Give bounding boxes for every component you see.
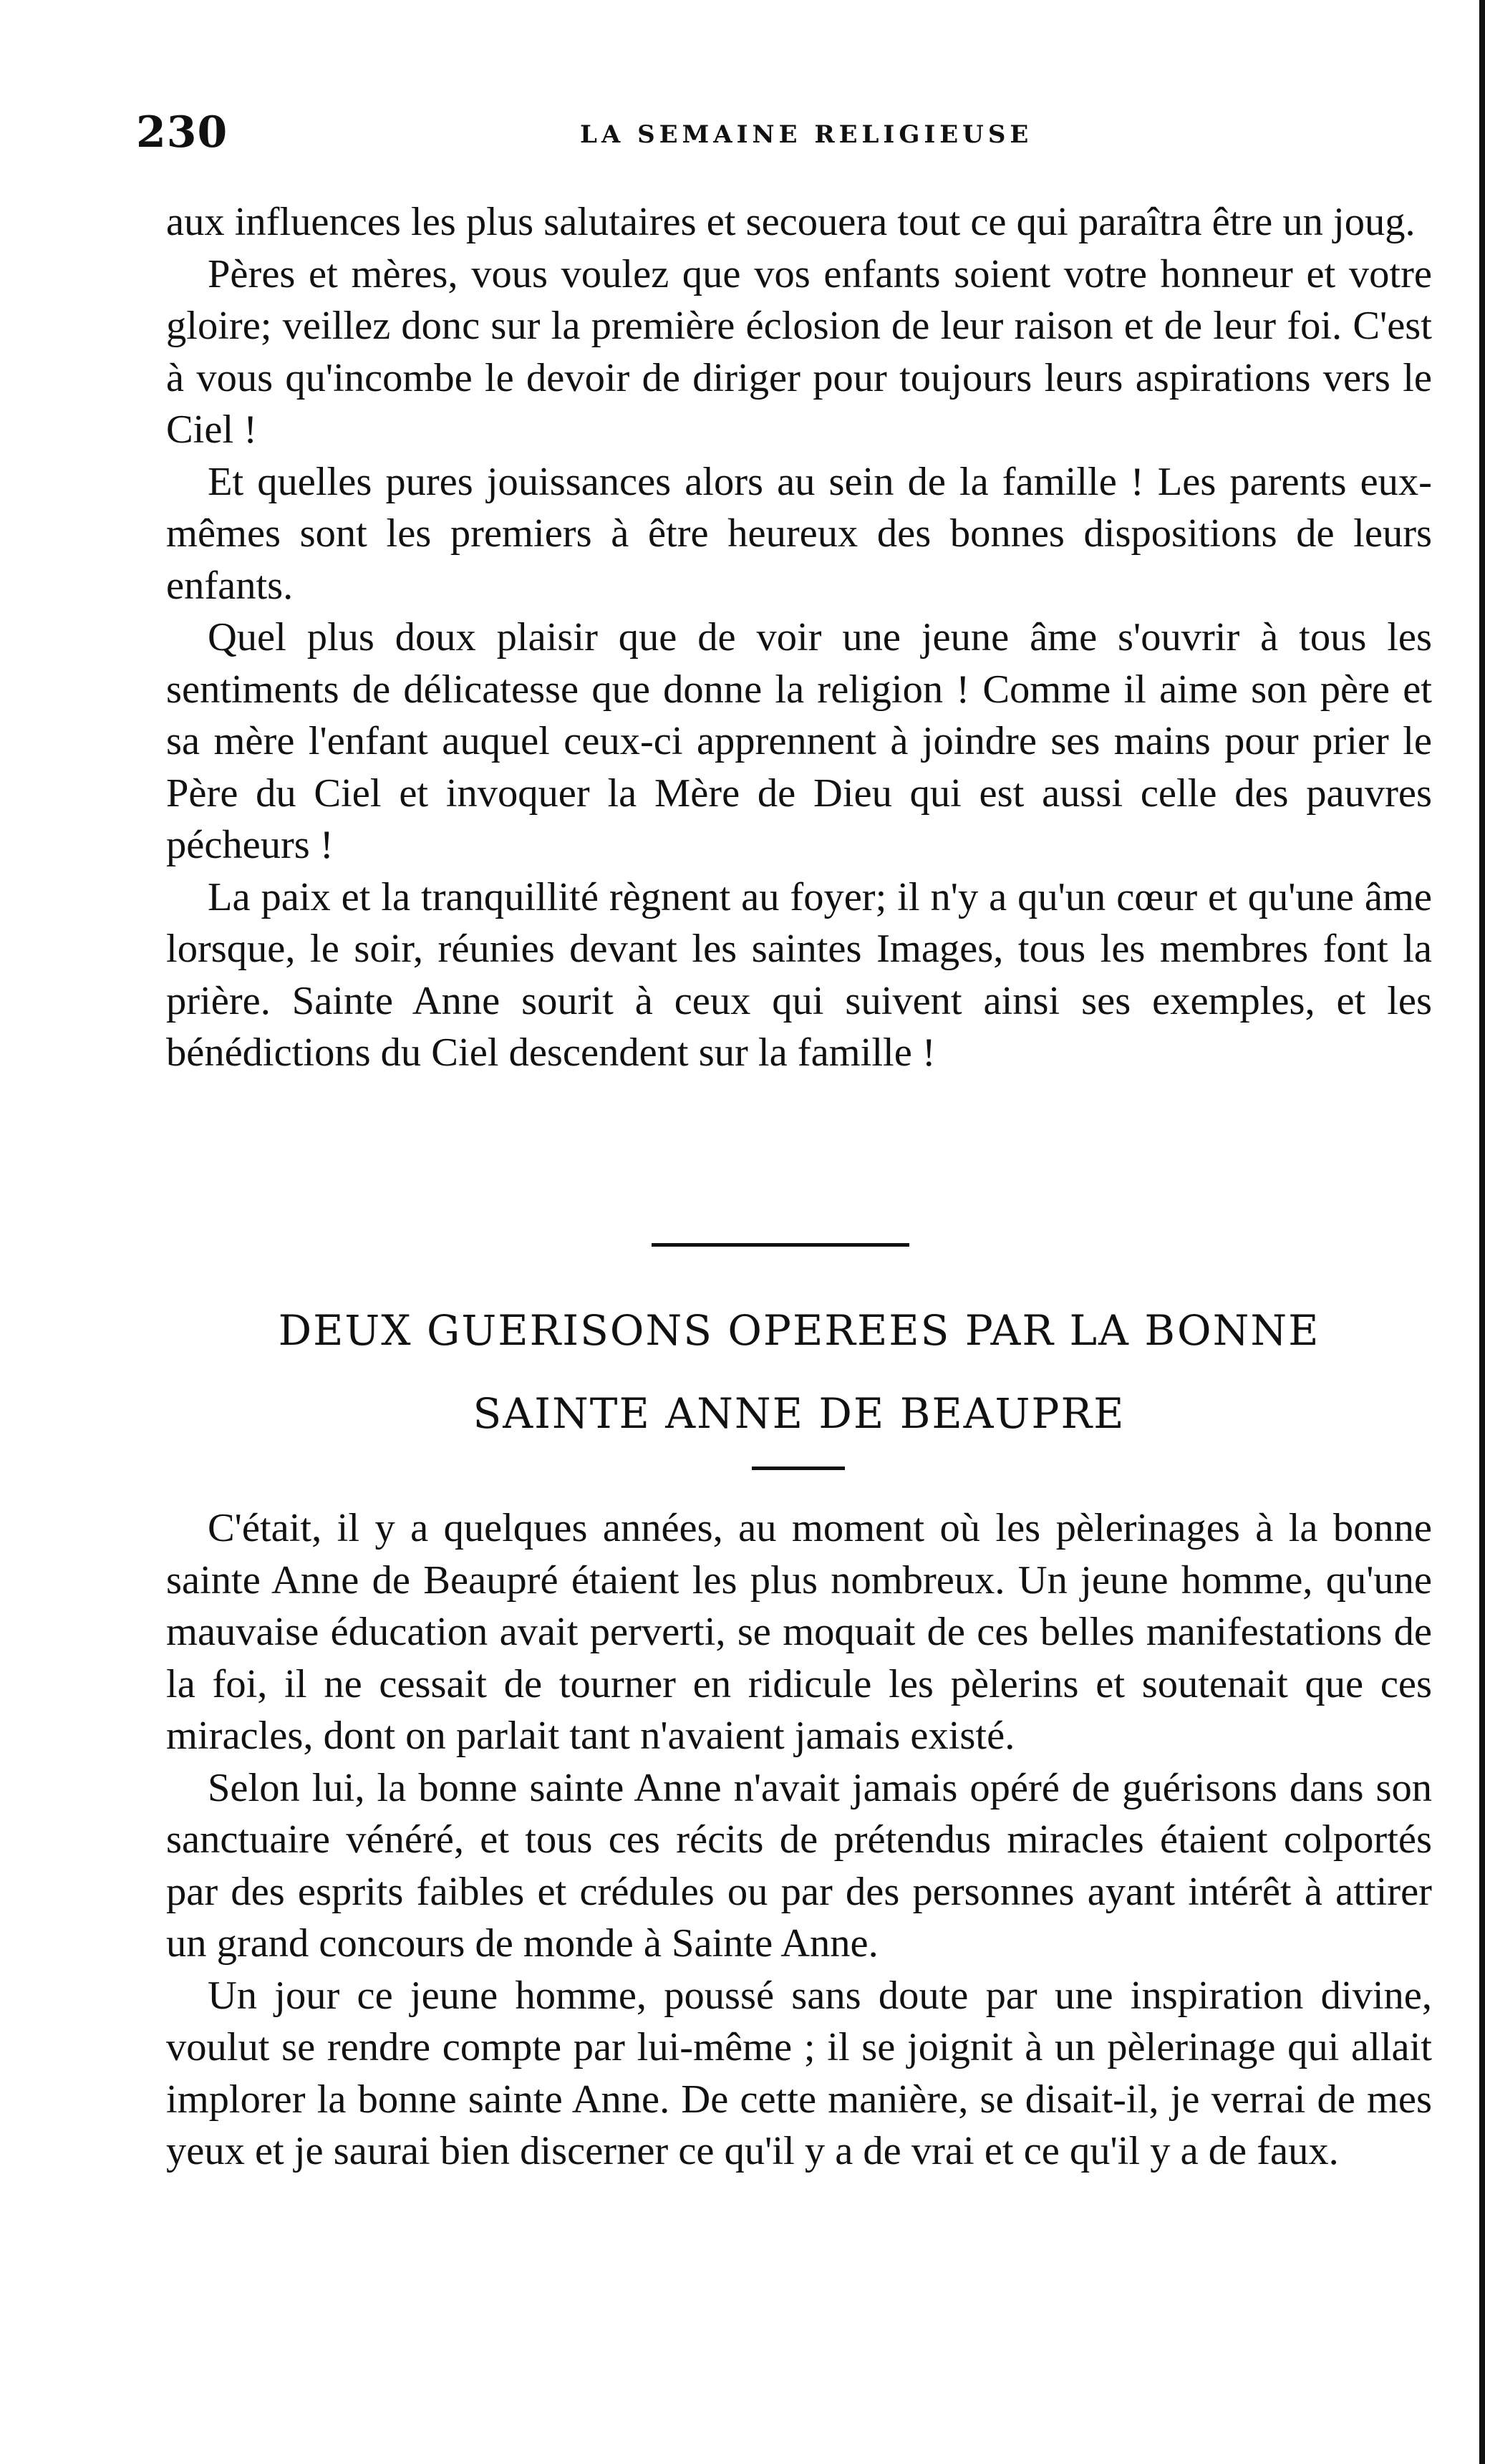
- paragraph: aux influences les plus salutaires et secouera tout ce qui paraîtra être un joug.: [166, 200, 1416, 244]
- page-number: 230: [136, 107, 228, 158]
- article-title-line: SAINTE ANNE DE BEAUPRE: [473, 1389, 1126, 1438]
- paragraph: La paix et la tranquillité règnent au foyer; il n'y a qu'un cœur et qu'une âme lorsque, le soir, réunies devant les saintes Images, tous les membres font la prière. Sainte Anne sourit à ceux qui suivent ainsi ses exemples, et les bénédictions du Ciel descendent sur la famille !: [166, 874, 1432, 1075]
- paragraph: Selon lui, la bonne sainte Anne n'avait jamais opéré de guérisons dans son sanctuaire vénéré, et tous ces récits de prétendus miracles étaient colportés par des esprits faibles et crédules ou par des personnes ayant intérêt à attirer un grand concours de monde à Sainte Anne.: [166, 1765, 1432, 1966]
- running-title: LA SEMAINE RELIGIEUSE: [580, 120, 1033, 149]
- article-title: [166, 1289, 1432, 1455]
- section-divider-rule: [652, 1243, 909, 1247]
- paragraph: Quel plus doux plaisir que de voir une jeune âme s'ouvrir à tous les sentiments de délicatesse que donne la religion ! Comme il aime son père et sa mère l'enfant auquel ceux-ci apprennent à joindre ses mains pour prier le Père du Ciel et invoquer la Mère de Dieu qui est aussi celle des pauvres pécheurs !: [166, 615, 1432, 867]
- page-edge-shadow: [1479, 0, 1485, 2464]
- paragraph: Pères et mères, vous voulez que vos enfants soient votre honneur et votre gloire; veillez donc sur la première éclosion de leur raison et de leur foi. C'est à vous qu'incombe le devoir de diriger pour toujours leurs aspirations vers le Ciel !: [166, 251, 1432, 452]
- paragraph: Et quelles pures jouissances alors au sein de la famille ! Les parents eux-mêmes sont les premiers à être heureux des bonnes dispositions de leurs enfants.: [166, 459, 1432, 608]
- title-underline-rule: [752, 1467, 845, 1470]
- paragraph: C'était, il y a quelques années, au moment où les pèlerinages à la bonne sainte Anne de Beaupré étaient les plus nombreux. Un jeune homme, qu'une mauvaise éducation avait perverti, se moquait de ces belles manifestations de la foi, il ne cessait de tourner en ridicule les pèlerins et soutenait que ces miracles, dont on parlait tant n'avaient jamais existé.: [166, 1506, 1432, 1758]
- article-text: [166, 1502, 1432, 2178]
- article-title-line: DEUX GUERISONS OPEREES PAR LA BONNE: [278, 1306, 1320, 1355]
- page-header: [136, 107, 1439, 165]
- section-one-text: [166, 196, 1432, 1079]
- paragraph: Un jour ce jeune homme, poussé sans doute par une inspiration divine, voulut se rendre compte par lui-même ; il se joignit à un pèlerinage qui allait implorer la bonne sainte Anne. De cette manière, se disait-il, je verrai de mes yeux et je saurai bien discerner ce qu'il y a de vrai et ce qu'il y a de faux.: [166, 1973, 1432, 2173]
